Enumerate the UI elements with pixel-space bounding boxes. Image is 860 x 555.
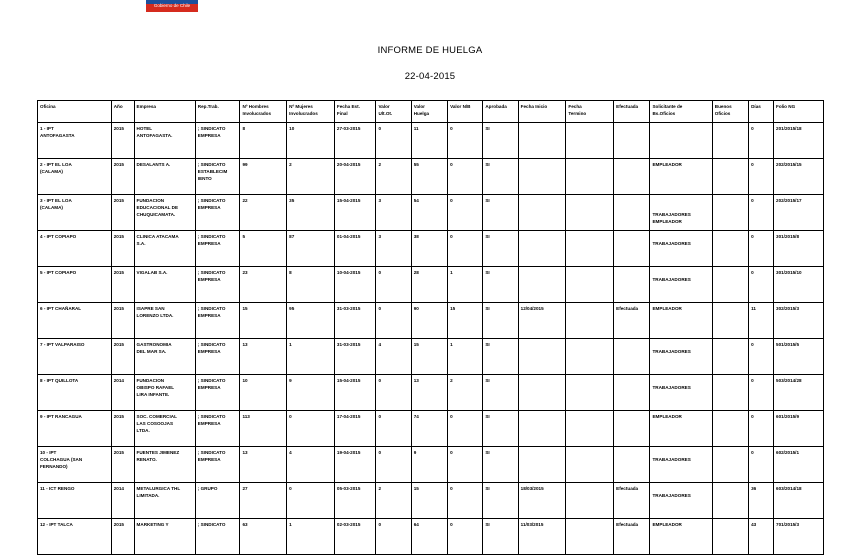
table-cell: VIGALAB S.A. [134, 267, 195, 303]
table-cell [712, 519, 748, 555]
table-cell: 202/2015/17 [774, 195, 824, 231]
column-header: Año [111, 101, 134, 123]
table-cell [712, 123, 748, 159]
column-header: Fecha Termino [566, 101, 614, 123]
table-cell: METALURGICA THL LIMITADA. [134, 483, 195, 519]
table-cell: TRABAJADORES [650, 483, 712, 519]
table-cell: 0 [376, 411, 411, 447]
table-cell: 15 [448, 303, 483, 339]
table-cell: 1 [448, 267, 483, 303]
table-cell [712, 195, 748, 231]
table-cell: 5 [240, 231, 287, 267]
table-cell: 15-04-2015 [334, 195, 376, 231]
table-cell [712, 159, 748, 195]
column-header: Valor Huelga [411, 101, 447, 123]
table-cell: 2 [376, 159, 411, 195]
table-cell: FUNDACION EDUCACIONAL DE CHUQUICAMATA. [134, 195, 195, 231]
table-cell: 3 [376, 231, 411, 267]
table-cell: 38 [411, 231, 447, 267]
table-cell: 0 [448, 123, 483, 159]
table-cell: ; SINDICATO EMPRESA [195, 195, 240, 231]
table-cell: SI [483, 231, 518, 267]
table-cell [566, 123, 614, 159]
table-row [38, 339, 824, 375]
table-cell: 603/2014/18 [774, 483, 824, 519]
table-cell [518, 339, 566, 375]
table-cell [712, 375, 748, 411]
table-cell: SI [483, 339, 518, 375]
table-cell: 17-04-2015 [334, 411, 376, 447]
table-cell: 701/2015/3 [774, 519, 824, 555]
column-header: Buenos Oficios [712, 101, 748, 123]
table-cell: 31-03-2015 [334, 303, 376, 339]
column-header: Fecha Est. Final [334, 101, 376, 123]
table-cell: 13 [411, 375, 447, 411]
table-cell [650, 123, 712, 159]
table-cell: 95 [287, 303, 335, 339]
table-cell: 0 [749, 411, 774, 447]
table-row [38, 303, 824, 339]
table-row [38, 447, 824, 483]
table-cell: 0 [749, 339, 774, 375]
table-cell: ; SINDICATO EMPRESA [195, 303, 240, 339]
table-cell: 0 [376, 267, 411, 303]
table-cell: 601/2015/9 [774, 411, 824, 447]
table-cell: 301/2015/10 [774, 267, 824, 303]
table-cell: 9 - IPT RANCAGUA [38, 411, 112, 447]
table-cell: 501/2015/5 [774, 339, 824, 375]
table-cell: ; SINDICATO EMPRESA [195, 339, 240, 375]
table-cell: 202/2015/15 [774, 159, 824, 195]
table-cell: 8 [240, 123, 287, 159]
table-cell: 13 [240, 447, 287, 483]
table-cell: 1 [448, 339, 483, 375]
table-row [38, 483, 824, 519]
table-cell: 0 [749, 231, 774, 267]
table-cell [614, 159, 650, 195]
table-cell: 0 [448, 519, 483, 555]
table-cell: 90 [411, 303, 447, 339]
table-cell: 31-03-2015 [334, 339, 376, 375]
table-cell: SI [483, 447, 518, 483]
table-cell: 0 [287, 411, 335, 447]
table-cell: Efectuada [614, 303, 650, 339]
table-cell: ; SINDICATO EMPRESA [195, 447, 240, 483]
table-cell: 63 [240, 519, 287, 555]
table-cell: 05-03-2015 [334, 483, 376, 519]
table-cell: 0 [749, 375, 774, 411]
table-cell: 11 - ICT RENGO [38, 483, 112, 519]
table-cell: TRABAJADORES [650, 375, 712, 411]
table-cell: 1 - IPT ANTOFAGASTA [38, 123, 112, 159]
table-cell: 15-04-2015 [334, 375, 376, 411]
table-cell [614, 375, 650, 411]
table-cell: 43 [749, 519, 774, 555]
table-header-row [38, 101, 824, 123]
table-row [38, 231, 824, 267]
table-cell: 12/04/2015 [518, 303, 566, 339]
table-cell: SI [483, 375, 518, 411]
table-cell: 36 [749, 483, 774, 519]
table-cell: 0 [448, 195, 483, 231]
table-cell: 4 [376, 339, 411, 375]
table-cell: DESALANTS A. [134, 159, 195, 195]
column-header: Folio NG [774, 101, 824, 123]
table-cell: 10 - IPT COLCHAGUA (SAN FERNANDO) [38, 447, 112, 483]
table-cell [518, 231, 566, 267]
table-cell: ; SINDICATO EMPRESA [195, 123, 240, 159]
table-cell: 1 [287, 339, 335, 375]
table-cell: 2015 [111, 303, 134, 339]
table-cell: 8 [287, 267, 335, 303]
table-cell: EMPLEADOR [650, 519, 712, 555]
table-cell: EMPLEADOR [650, 411, 712, 447]
table-cell [614, 195, 650, 231]
table-cell: 19-04-2015 [334, 447, 376, 483]
table-cell: 0 [448, 483, 483, 519]
table-cell: 2 [448, 375, 483, 411]
table-cell: EMPLEADOR [650, 159, 712, 195]
table-cell: SI [483, 303, 518, 339]
table-cell: 35 [287, 195, 335, 231]
report-title: INFORME DE HUELGA [377, 45, 483, 56]
table-cell: EMPLEADOR [650, 303, 712, 339]
table-cell [518, 447, 566, 483]
column-header: Nº Hombres Involucrados [240, 101, 287, 123]
table-cell [566, 519, 614, 555]
table-cell: 8 - IPT QUILLOTA [38, 375, 112, 411]
column-header: Efectuada [614, 101, 650, 123]
table-cell [566, 375, 614, 411]
table-cell: 2015 [111, 231, 134, 267]
table-cell [614, 339, 650, 375]
column-header: Nº Mujeres Involucrados [287, 101, 335, 123]
table-cell [518, 195, 566, 231]
table-cell [518, 375, 566, 411]
table-cell: 301/2015/8 [774, 231, 824, 267]
table-cell: 13 [240, 339, 287, 375]
table-cell: 5 - IPT COPIAPO [38, 267, 112, 303]
table-cell: Efectuada [614, 483, 650, 519]
table-cell [566, 267, 614, 303]
table-cell [614, 267, 650, 303]
table-cell [518, 411, 566, 447]
table-cell: SI [483, 483, 518, 519]
table-cell: GASTRONOMIA DEL MAR SA. [134, 339, 195, 375]
table-cell: 12 - IPT TALCA [38, 519, 112, 555]
table-cell: 27 [240, 483, 287, 519]
table-cell [712, 447, 748, 483]
table-cell: ; SINDICATO EMPRESA [195, 375, 240, 411]
table-cell [712, 411, 748, 447]
table-cell: 0 [448, 447, 483, 483]
table-cell: 0 [376, 123, 411, 159]
table-cell: SI [483, 159, 518, 195]
table-cell: 6 - IPT CHAÑARAL [38, 303, 112, 339]
table-cell: ; SINDICATO ESTABLECIM IENTO [195, 159, 240, 195]
table-row [38, 267, 824, 303]
table-cell: 302/2015/3 [774, 303, 824, 339]
table-cell: 18/03/2015 [518, 483, 566, 519]
table-cell: 01-04-2015 [334, 231, 376, 267]
table-cell: 0 [749, 123, 774, 159]
table-cell [614, 411, 650, 447]
table-cell: 0 [448, 411, 483, 447]
table-cell: 87 [287, 231, 335, 267]
table-cell: 0 [376, 447, 411, 483]
table-cell: 0 [448, 231, 483, 267]
table-row [38, 123, 824, 159]
strike-report-table [37, 100, 824, 555]
table-cell: 2 - IPT EL LOA (CALAMA) [38, 159, 112, 195]
table-cell: 9 [411, 447, 447, 483]
table-cell [712, 267, 748, 303]
table-row [38, 519, 824, 555]
table-cell [566, 447, 614, 483]
table-cell: 0 [376, 519, 411, 555]
table-row [38, 159, 824, 195]
table-cell: ; GRUPO [195, 483, 240, 519]
table-row [38, 375, 824, 411]
table-cell: ; SINDICATO EMPRESA [195, 411, 240, 447]
table-cell [518, 123, 566, 159]
table-cell [566, 195, 614, 231]
table-cell: MARKETING Y [134, 519, 195, 555]
table-cell: 113 [240, 411, 287, 447]
table-cell: TRABAJADORES [650, 267, 712, 303]
column-header: Aprobada [483, 101, 518, 123]
table-cell: 10 [240, 375, 287, 411]
table-cell: 27-03-2015 [334, 123, 376, 159]
logo-text: Gobierno de Chile [146, 4, 198, 8]
table-cell: 2015 [111, 123, 134, 159]
table-cell: 22 [240, 195, 287, 231]
table-cell: TRABAJADORES [650, 339, 712, 375]
table-cell: SI [483, 195, 518, 231]
table-cell: SI [483, 267, 518, 303]
table-cell: ; SINDICATO [195, 519, 240, 555]
table-cell [566, 231, 614, 267]
column-header: Fecha Inicio [518, 101, 566, 123]
table-cell: 64 [411, 519, 447, 555]
table-cell: 28 [411, 267, 447, 303]
table-cell [712, 339, 748, 375]
table-cell: HOTEL ANTOFAGASTA. [134, 123, 195, 159]
table-cell: 2015 [111, 267, 134, 303]
table-cell: 2015 [111, 195, 134, 231]
column-header: Valor N/B [448, 101, 483, 123]
table-cell: 2015 [111, 519, 134, 555]
table-cell [614, 123, 650, 159]
table-cell: TRABAJADORES EMPLEADOR [650, 195, 712, 231]
table-cell: 2014 [111, 375, 134, 411]
table-cell: 1 [287, 519, 335, 555]
table-cell: 15 [411, 339, 447, 375]
table-cell: ; SINDICATO EMPRESA [195, 231, 240, 267]
table-body [38, 123, 824, 555]
table-cell: ISAPRE SAN LORENZO LTDA. [134, 303, 195, 339]
table-cell: SI [483, 411, 518, 447]
table-cell: 4 - IPT COPIAPO [38, 231, 112, 267]
table-row [38, 411, 824, 447]
table-cell: 15 [240, 303, 287, 339]
table-cell: 0 [749, 159, 774, 195]
column-header: Oficina [38, 101, 112, 123]
table-cell [712, 303, 748, 339]
table-cell: SOC. COMERCIAL LAS COSOOJAS LTDA. [134, 411, 195, 447]
table-cell [614, 447, 650, 483]
gobierno-logo [146, 0, 198, 12]
table-cell: 2014 [111, 483, 134, 519]
table-cell: 11 [749, 303, 774, 339]
table-cell [614, 231, 650, 267]
table-cell: 2015 [111, 159, 134, 195]
table-cell: 2 [287, 159, 335, 195]
table-cell: 55 [411, 159, 447, 195]
table-cell: 0 [749, 267, 774, 303]
table-cell: 11 [411, 123, 447, 159]
table-cell [566, 483, 614, 519]
table-cell [566, 303, 614, 339]
table-cell: 2015 [111, 411, 134, 447]
table-cell: 7 - IPT VALPARAISO [38, 339, 112, 375]
table-cell: 3 - IPT EL LOA (CALAMA) [38, 195, 112, 231]
table-cell: 0 [287, 483, 335, 519]
table-cell: ; SINDICATO EMPRESA [195, 267, 240, 303]
table-cell: TRABAJADORES [650, 447, 712, 483]
table-cell: TRABAJADORES [650, 231, 712, 267]
table-cell: 0 [448, 159, 483, 195]
table-cell: 9 [287, 375, 335, 411]
table-cell [566, 339, 614, 375]
column-header: Solicitante de Bs.Oficios [650, 101, 712, 123]
table-row [38, 195, 824, 231]
table-cell: 02-03-2015 [334, 519, 376, 555]
table-cell: 0 [376, 303, 411, 339]
table-cell [712, 483, 748, 519]
column-header: Días [749, 101, 774, 123]
table-cell: Efectuada [614, 519, 650, 555]
table-cell: 2015 [111, 447, 134, 483]
table-cell: FUNDACION OBISPO RAFAEL LIRA INFANTE. [134, 375, 195, 411]
table-cell: 3 [376, 195, 411, 231]
table-cell: 10-04-2015 [334, 267, 376, 303]
table-cell: FUENTES JIMENEZ RENATO. [134, 447, 195, 483]
table-cell: 0 [749, 447, 774, 483]
table-cell: 503/2014/28 [774, 375, 824, 411]
table-cell: 11/03/2015 [518, 519, 566, 555]
table-cell: 99 [240, 159, 287, 195]
table-cell: 4 [287, 447, 335, 483]
table-cell: CLINICA ATACAMA S.A. [134, 231, 195, 267]
table-cell: 54 [411, 195, 447, 231]
table-cell: 0 [376, 375, 411, 411]
table-cell: 23 [240, 267, 287, 303]
table-cell: SI [483, 123, 518, 159]
table-cell [518, 267, 566, 303]
column-header: Valor Ult.Ot. [376, 101, 411, 123]
report-date: 22-04-2015 [404, 71, 456, 82]
table-cell [566, 411, 614, 447]
table-cell: SI [483, 519, 518, 555]
table-cell: 10 [287, 123, 335, 159]
table-cell [566, 159, 614, 195]
table-cell: 20-04-2015 [334, 159, 376, 195]
logo-red-bar [146, 8, 198, 12]
table-cell: 0 [749, 195, 774, 231]
table-cell: 201/2015/18 [774, 123, 824, 159]
column-header: Empresa [134, 101, 195, 123]
table-cell [518, 159, 566, 195]
column-header: Rep.Trab. [195, 101, 240, 123]
table-cell: 74 [411, 411, 447, 447]
table-cell: 602/2015/1 [774, 447, 824, 483]
table-cell [712, 231, 748, 267]
table-cell: 15 [411, 483, 447, 519]
table-cell: 2015 [111, 339, 134, 375]
table-cell: 2 [376, 483, 411, 519]
